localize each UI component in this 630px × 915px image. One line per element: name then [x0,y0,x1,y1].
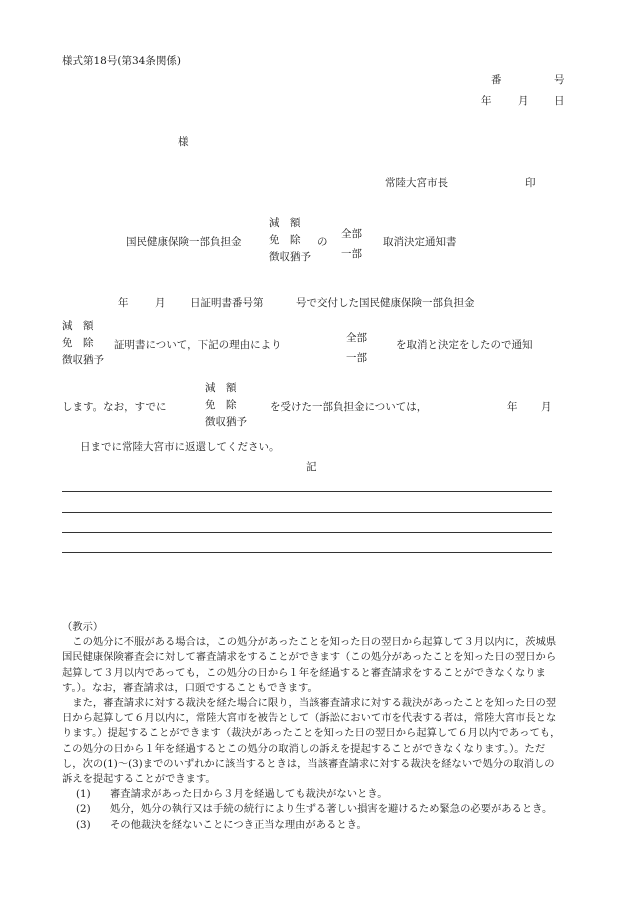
title-no: の [317,236,328,248]
notice-item-2 [62,802,562,817]
reason-line-3 [62,532,552,533]
option-genmen: 減 額 [269,217,301,229]
seal-mark: 印 [525,177,536,189]
date-year-label: 年 [481,95,492,107]
notice-paragraph-2: また，審査請求に対する裁決を経た場合に限り，当該審査請求に対する裁決があったことを知った日の翌日から起算して６月以内に，常陸大宮市を被告として（訴訟において市を代表する者は，常陸大宮市長となります。）提起することができます（裁決があったことを知った日の翌日から起算して６月以内であっても，この処分の日から１年を経過するとこの処分の取消しの訴えを提起することができなくなります。）。ただし，次の(1)～(3)までのいずれかに該当するときは，当該審査請求に対する裁決を経ないで処分の取消しの訴えを提起することができます。 [62,697,561,786]
notice-paragraph-1: この処分に不服がある場合は，この処分があったことを知った日の翌日から起算して３月以内に，茨城県国民健康保険審査会に対して審査請求をすることができます（この処分があったことを知った日の翌日から起算して３月以内であっても，この処分の日から１年を経過すると審査請求をすることができなくなります。）。なお，審査請求は，口頭ですることもできます。 [62,636,557,694]
option-yuyo: 徴収猶予 [62,354,104,366]
appeal-notice [62,620,562,833]
item-text: 審査請求があった日から３月を経過しても裁決がないとき。 [110,788,388,801]
body-options-1 [62,318,104,369]
body-return-year: 年 [507,401,518,413]
body-year: 年 [118,297,129,309]
body-options-2 [205,380,247,431]
body-return-month: 月 [541,401,552,413]
body-decision-text: を取消と決定をしたので通知 [396,339,533,351]
notice-item-3 [62,818,562,833]
addressee-suffix: 様 [178,136,189,148]
date-day-label: 日 [554,95,565,107]
body-cert-number: 日証明書番号第 [190,297,264,309]
item-number: (1) [76,788,91,801]
option-genmen: 減 額 [205,382,237,394]
body-already-text: します。なお，すでに [62,401,167,413]
scope-all: 全部 [341,228,362,240]
reason-line-1 [62,491,552,492]
reason-line-2 [62,512,552,513]
option-menjo: 免 除 [205,399,237,411]
scope-all: 全部 [346,332,367,344]
scope-part: 一部 [341,248,362,260]
item-number: (2) [76,803,91,816]
date-month-label: 月 [518,95,529,107]
issuer-name: 常陸大宮市長 [385,177,448,189]
number-suffix: 号 [554,74,565,86]
scope-part: 一部 [346,352,367,364]
notice-item-1 [62,787,562,802]
title-scope [341,224,362,264]
title-options [269,215,311,266]
option-yuyo: 徴収猶予 [269,251,311,263]
option-genmen: 減 額 [62,320,94,332]
title-suffix: 取消決定通知書 [383,236,457,248]
body-reason-text: 証明書について，下記の理由により [114,339,282,351]
title-prefix: 国民健康保険一部負担金 [126,236,242,248]
item-number: (3) [76,818,91,831]
number-label: 番 [491,74,502,86]
reason-line-4 [62,552,552,553]
form-label: 様式第18号(第34条関係) [62,55,181,67]
body-month: 月 [155,297,166,309]
option-yuyo: 徴収猶予 [205,416,247,428]
option-menjo: 免 除 [269,234,301,246]
notice-title: （教示） [62,621,104,633]
item-text: 処分，処分の執行又は手続の続行により生ずる著しい損害を避けるため緊急の必要があるとき。 [110,803,553,816]
body-received-text: を受けた一部負担金については， [270,401,428,413]
body-issued-text: 号で交付した国民健康保険一部負担金 [296,297,475,309]
item-text: その他裁決を経ないことにつき正当な理由があるとき。 [110,818,367,831]
body-return-text: 日までに常陸大宮市に返還してください。 [80,441,280,453]
body-scope [346,328,367,368]
ki-heading: 記 [306,461,317,473]
option-menjo: 免 除 [62,337,94,349]
